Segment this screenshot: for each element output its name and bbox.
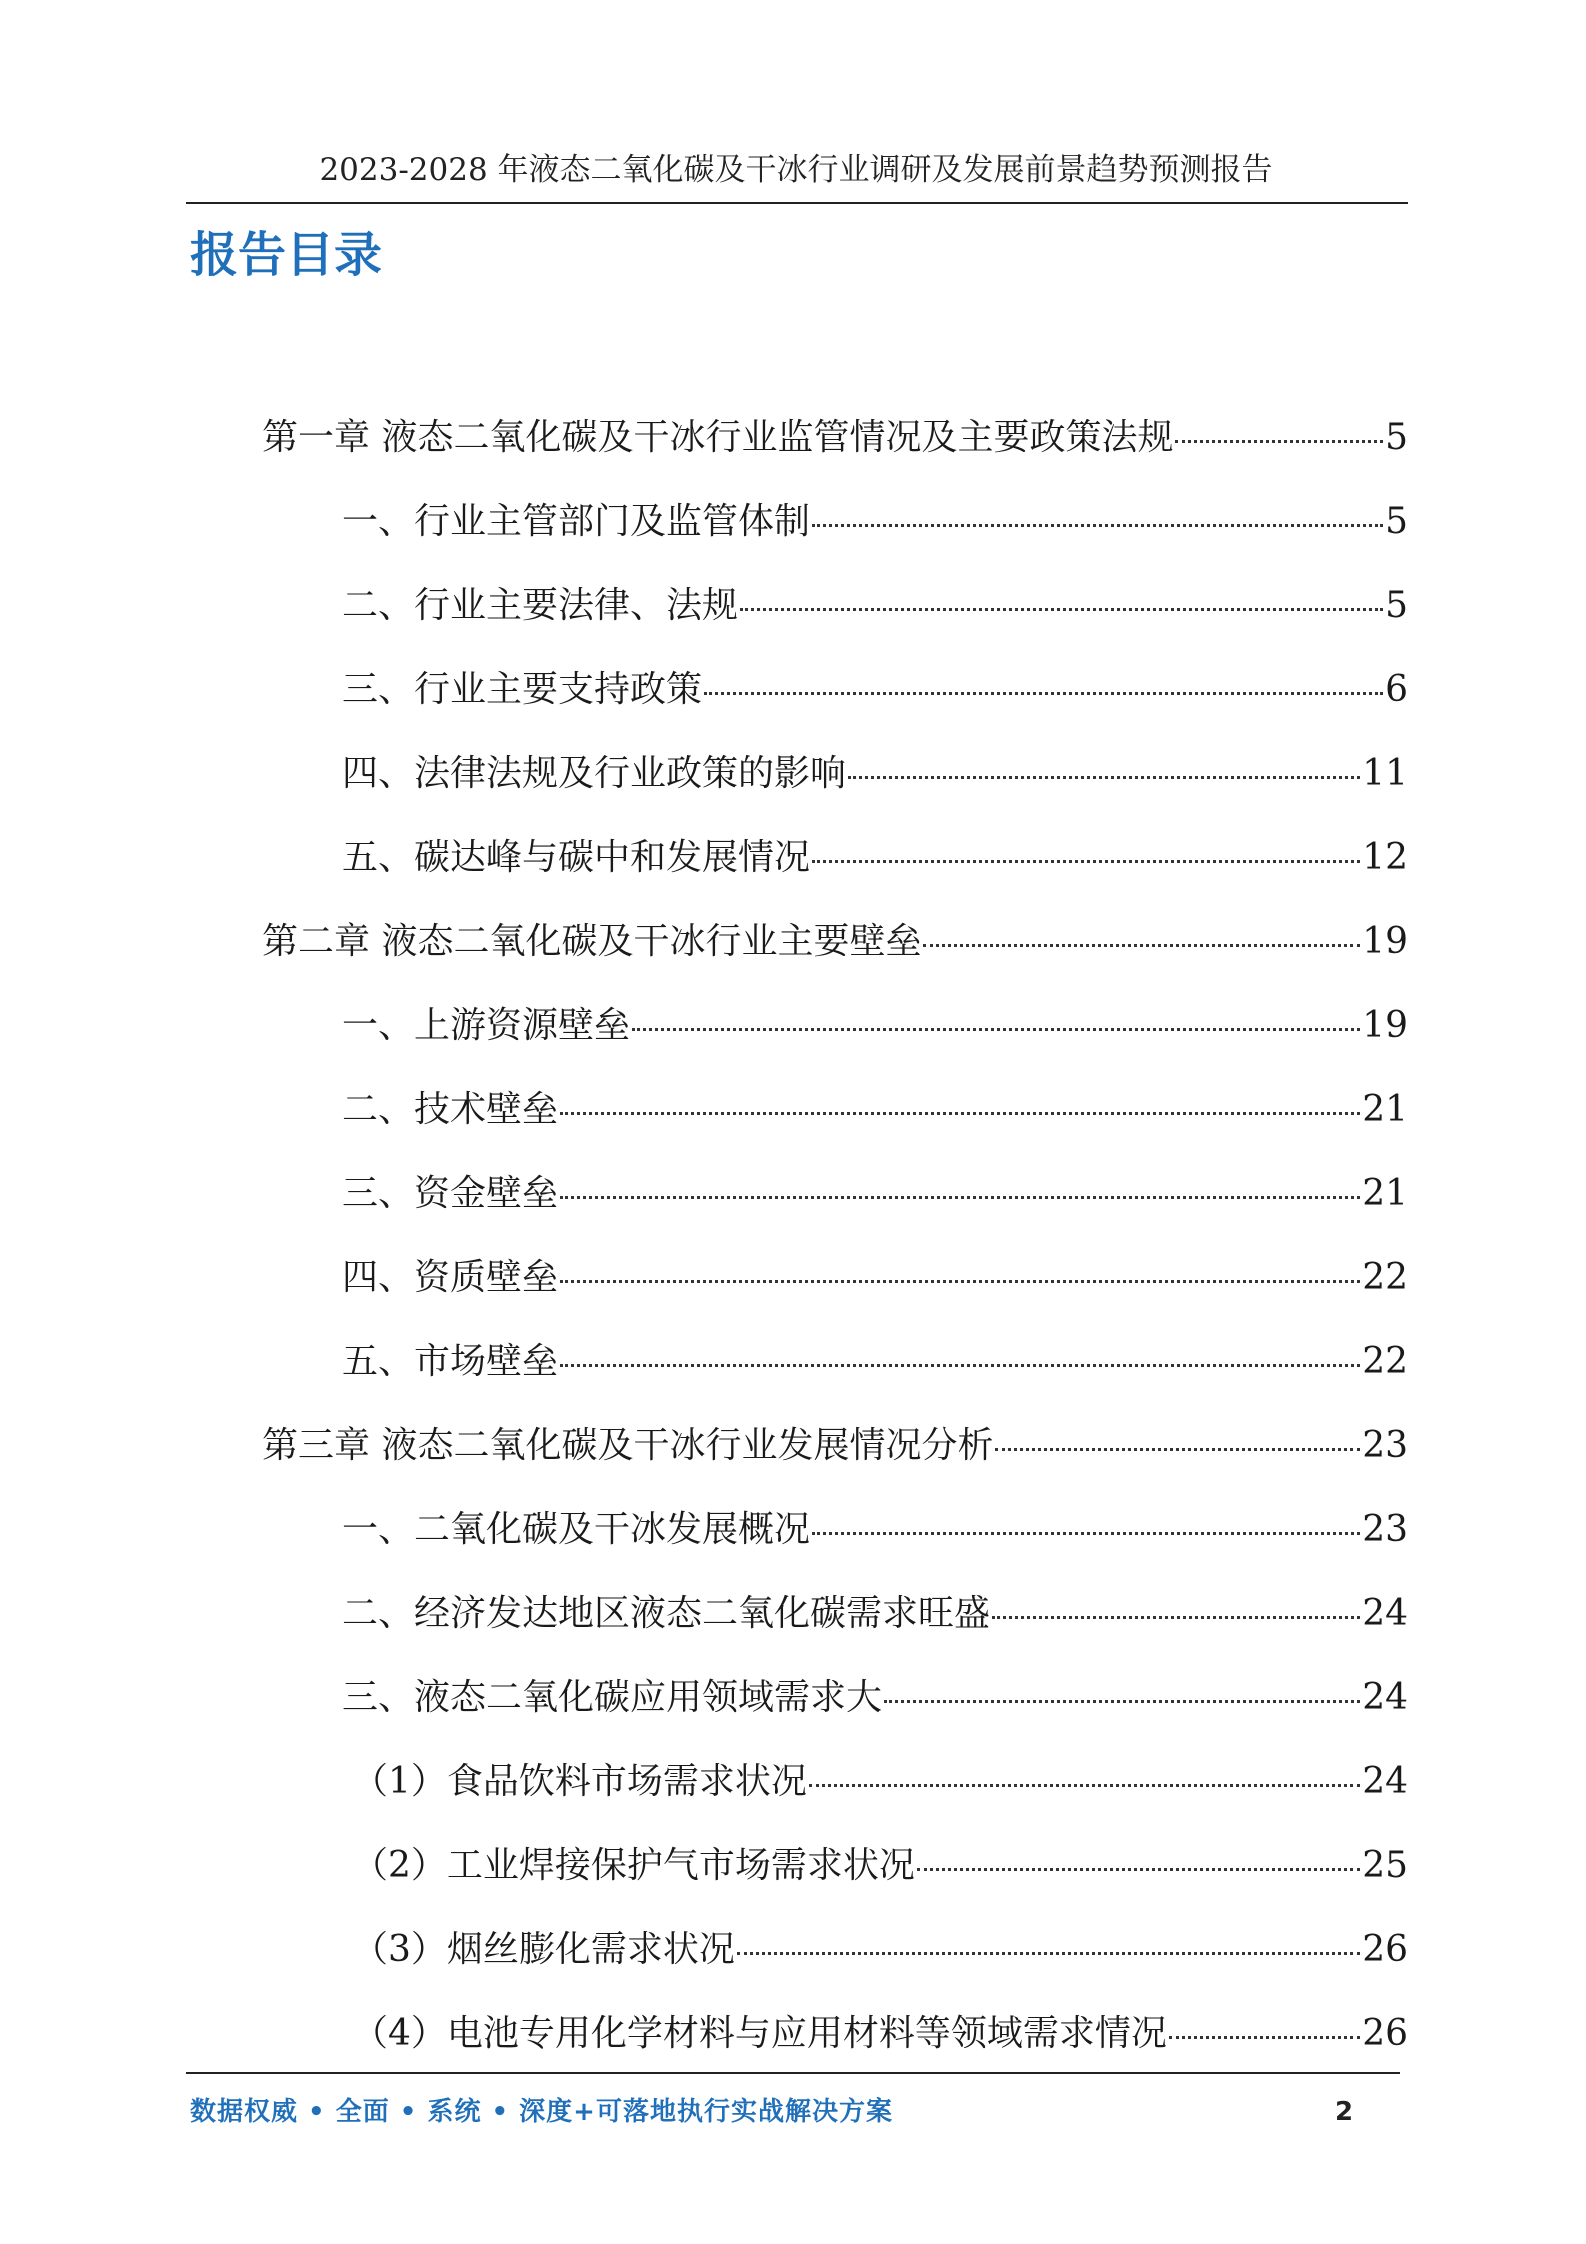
toc-dot-leader (992, 1616, 1360, 1619)
toc-dot-leader (995, 1448, 1360, 1451)
toc-entry-label: 二、技术壁垒 (342, 1089, 559, 1130)
page-header-title: 2023-2028 年液态二氧化碳及干冰行业调研及发展前景趋势预测报告 (319, 152, 1273, 188)
toc-entry-page: 23 (1362, 1425, 1408, 1466)
toc-entry-label: 三、资金壁垒 (342, 1173, 559, 1214)
toc-entry[interactable] (262, 1992, 1408, 2076)
toc-entry-label: 一、二氧化碳及干冰发展概况 (342, 1509, 811, 1550)
toc-entry[interactable] (262, 480, 1408, 564)
toc-entry-label: 第三章 液态二氧化碳及干冰行业发展情况分析 (262, 1425, 994, 1466)
toc-entry-label: 五、市场壁垒 (342, 1341, 559, 1382)
toc-entry-page: 19 (1362, 1005, 1408, 1046)
toc-entry[interactable] (262, 648, 1408, 732)
toc-entry-label: （4）电池专用化学材料与应用材料等领域需求情况 (352, 2013, 1167, 2054)
toc-dot-leader (884, 1700, 1360, 1703)
toc-entry-page: 19 (1362, 921, 1408, 962)
toc-entry[interactable] (262, 1320, 1408, 1404)
toc-entry-label: 四、资质壁垒 (342, 1257, 559, 1298)
toc-dot-leader (737, 1952, 1360, 1955)
toc-dot-leader (632, 1028, 1360, 1031)
toc-entry-page: 22 (1362, 1257, 1408, 1298)
toc-entry-label: 四、法律法规及行业政策的影响 (342, 753, 847, 794)
toc-entry-label: 一、行业主管部门及监管体制 (342, 501, 811, 542)
toc-dot-leader (560, 1196, 1360, 1199)
toc-dot-leader (560, 1112, 1360, 1115)
toc-entry[interactable] (262, 816, 1408, 900)
toc-entry-page: 5 (1385, 501, 1408, 542)
toc-dot-leader (809, 1784, 1360, 1787)
toc-entry-page: 25 (1362, 1845, 1408, 1886)
toc-entry-page: 24 (1362, 1677, 1408, 1718)
toc-entry-label: （3）烟丝膨化需求状况 (352, 1929, 735, 1970)
toc-dot-leader (812, 860, 1360, 863)
toc-entry-page: 22 (1362, 1341, 1408, 1382)
toc-entry[interactable] (262, 1824, 1408, 1908)
toc-dot-leader (812, 1532, 1360, 1535)
toc-dot-leader (740, 608, 1383, 611)
toc-entry-label: （2）工业焊接保护气市场需求状况 (352, 1845, 915, 1886)
toc-dot-leader (923, 944, 1360, 947)
toc-entry-label: 五、碳达峰与碳中和发展情况 (342, 837, 811, 878)
toc-entry[interactable] (262, 1068, 1408, 1152)
toc-entry-page: 21 (1362, 1089, 1408, 1130)
toc-entry-page: 12 (1362, 837, 1408, 878)
toc-entry[interactable] (262, 1572, 1408, 1656)
toc-entry[interactable] (262, 732, 1408, 816)
toc-dot-leader (1175, 440, 1383, 443)
toc-entry[interactable] (262, 984, 1408, 1068)
toc-entry-label: 三、行业主要支持政策 (342, 669, 703, 710)
toc-entry[interactable] (262, 1656, 1408, 1740)
toc-entry-label: 二、行业主要法律、法规 (342, 585, 739, 626)
toc-dot-leader (812, 524, 1383, 527)
toc-entry-page: 21 (1362, 1173, 1408, 1214)
toc-dot-leader (560, 1280, 1360, 1283)
toc-dot-leader (704, 692, 1383, 695)
toc-entry[interactable] (262, 900, 1408, 984)
toc-entry-page: 11 (1362, 753, 1408, 794)
toc-entry-label: 第二章 液态二氧化碳及干冰行业主要壁垒 (262, 921, 922, 962)
toc-entry-label: （1）食品饮料市场需求状况 (352, 1761, 807, 1802)
toc-entry-page: 24 (1362, 1761, 1408, 1802)
footer-divider (186, 2072, 1400, 2074)
toc-entry-label: 第一章 液态二氧化碳及干冰行业监管情况及主要政策法规 (262, 417, 1174, 458)
toc-entry-label: 一、上游资源壁垒 (342, 1005, 631, 1046)
toc-dot-leader (1169, 2036, 1360, 2039)
toc-entry[interactable] (262, 1152, 1408, 1236)
toc-entry-page: 6 (1385, 669, 1408, 710)
toc-entry[interactable] (262, 564, 1408, 648)
toc-entry-page: 26 (1362, 2013, 1408, 2054)
toc-dot-leader (560, 1364, 1360, 1367)
table-of-contents (262, 396, 1408, 2076)
toc-dot-leader (917, 1868, 1360, 1871)
toc-entry[interactable] (262, 1488, 1408, 1572)
toc-entry[interactable] (262, 1740, 1408, 1824)
toc-dot-leader (848, 776, 1360, 779)
toc-entry[interactable] (262, 1236, 1408, 1320)
toc-title: 报告目录 (190, 227, 383, 283)
header-divider (186, 202, 1408, 204)
toc-entry[interactable] (262, 1404, 1408, 1488)
toc-entry-page: 24 (1362, 1593, 1408, 1634)
toc-entry-page: 23 (1362, 1509, 1408, 1550)
toc-entry-page: 26 (1362, 1929, 1408, 1970)
toc-entry-page: 5 (1385, 585, 1408, 626)
footer-slogan: 数据权威 • 全面 • 系统 • 深度+可落地执行实战解决方案 (190, 2097, 893, 2127)
toc-entry-label: 二、经济发达地区液态二氧化碳需求旺盛 (342, 1593, 991, 1634)
page-number: 2 (1335, 2097, 1354, 2127)
toc-entry-label: 三、液态二氧化碳应用领域需求大 (342, 1677, 883, 1718)
toc-entry[interactable] (262, 396, 1408, 480)
toc-entry-page: 5 (1385, 417, 1408, 458)
toc-entry[interactable] (262, 1908, 1408, 1992)
